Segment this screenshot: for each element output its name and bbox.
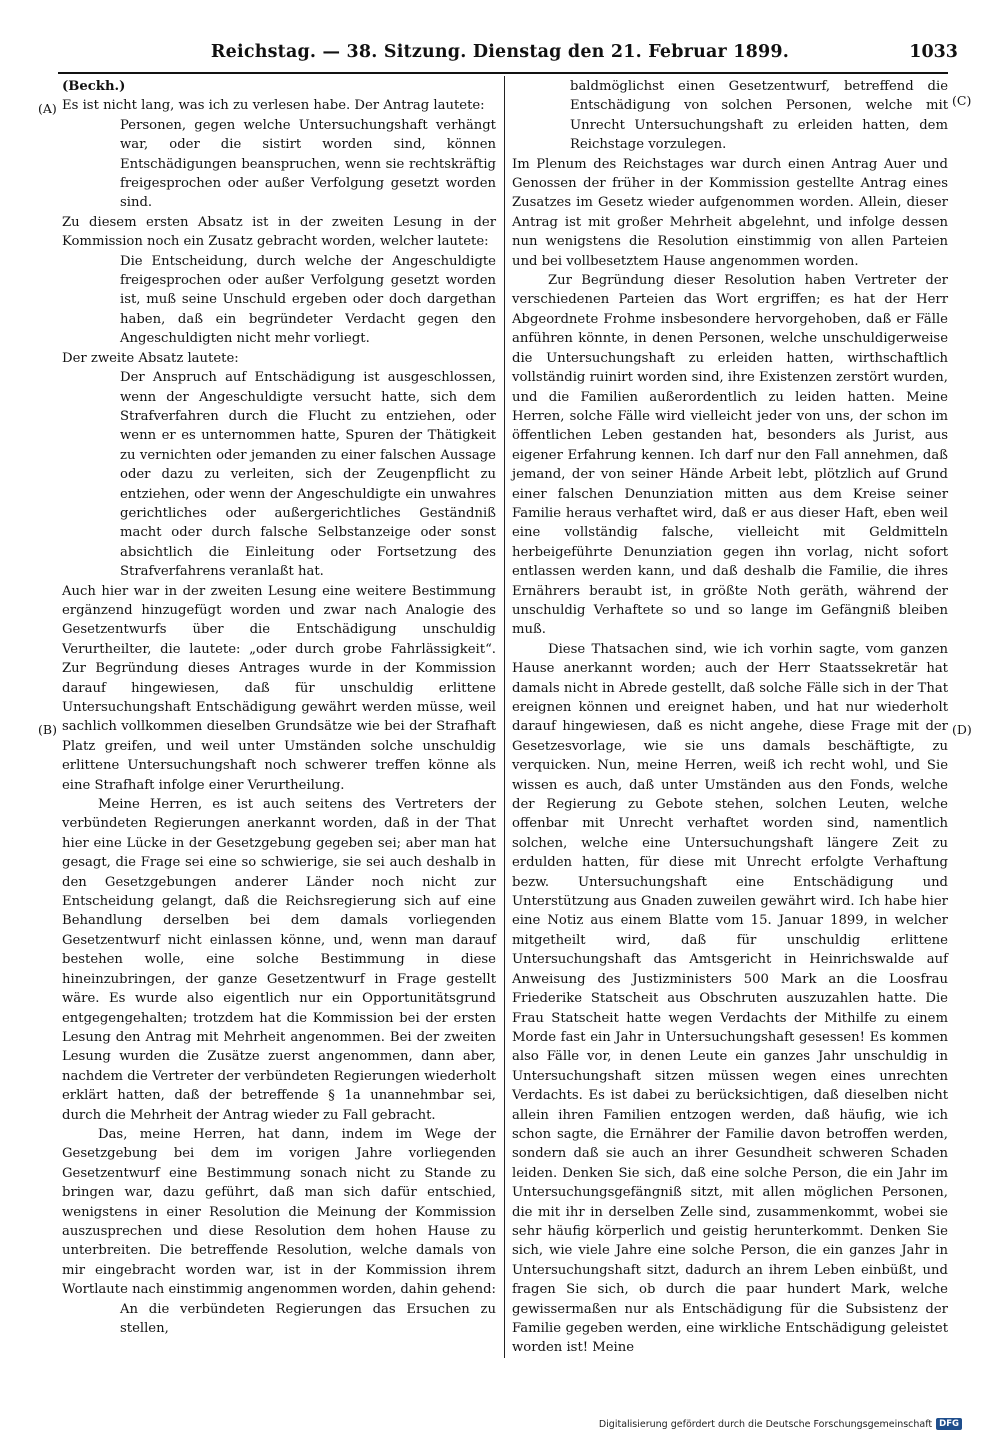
digitization-footer bbox=[599, 1418, 962, 1430]
running-title: Reichstag. — 38. Sitzung. Dienstag den 21. Februar 1899. bbox=[210, 42, 790, 62]
column-divider bbox=[504, 76, 505, 1358]
quoted-text: baldmöglichst einen Gesetzentwurf, betreffend die Entschädigung von solchen Personen, welche mit Unrecht Untersuchungshaft zu erleiden hatten, dem Reichstage vorzulegen. bbox=[570, 79, 948, 153]
page-header bbox=[0, 42, 1000, 72]
paragraph: Es ist nicht lang, was ich zu verlesen habe. Der Antrag lautete: bbox=[62, 98, 485, 114]
margin-marker-a: (A) bbox=[38, 101, 57, 116]
margin-marker-c: (C) bbox=[952, 93, 972, 108]
paragraph: Meine Herren, es ist auch seitens des Vertreters der verbündeten Regierungen anerkannt worden, daß in der That hier eine Lücke in der Gesetzgebung gegeben sei; aber man hat gesagt, die Frage sei eine so schwierige, sie sei auch deshalb in den Gesetzgebungen anderer Länder noch nicht zur Entscheidung gelangt, daß die Reichsregierung sich auf eine Behandlung derselben bei dem damals vorliegenden Gesetzentwurf nicht einlassen könne, und, wenn man darauf bestehen wolle, eine solche Bestimmung in diese hineinzubringen, der ganze Gesetzentwurf in Frage gestellt wäre. Es wurde also eigentlich nur ein Opportunitätsgrund entgegengehalten; trotzdem hat die Kommission bei der ersten Lesung den Antrag mit Mehrheit angenommen. Bei der zweiten Lesung wurden die Zusätze zuerst angenommen, dann aber, nachdem die Vertreter der verbündeten Regierungen wiederholt erklärt hatten, daß der betreffende § 1a unannehmbar sei, durch die Mehrheit der Antrag wieder zu Fall gebracht. bbox=[62, 797, 496, 1123]
paragraph: Diese Thatsachen sind, wie ich vorhin sagte, vom ganzen Hause anerkannt worden; auch der Herr Staatssekretär hat damals nicht in Abrede gestellt, daß solche Fälle sich in der That ereignen können und ereignet haben, und hat nur wiederholt darauf hingewiesen, daß es nicht angehe, diese Frage mit der Gesetzesvorlage, wie sie uns damals beschäftigte, zu verquicken. Nun, meine Herren, weiß ich recht wohl, und Sie wissen es auch, daß unter Umständen aus den Fonds, welche der Regierung zu Gebote stehen, solchen Leuten, welche offenbar mit Unrecht verhaftet worden sind, namentlich solchen, welche eine Untersuchungshaft längere Zeit zu erdulden hatten, für diese mit Unrecht erfolgte Verhaftung bezw. Untersuchungshaft eine Entschädigung und Unterstützung aus Gnaden zuweilen gewährt wird. Ich habe hier eine Notiz aus einem Blatte vom 15. Januar 1899, in welcher mitgetheilt wird, daß für unschuldig erlittene Untersuchungshaft das Amtsgericht in Heinrichswalde auf Anweisung des Justizministers 500 Mark an die Loosfrau Friederike Statscheit aus Obschruten auszuzahlen hatte. Die Frau Statscheit hatte wegen Verdachts der Mithilfe zu einem Morde fast ein Jahr in Untersuchungshaft gesessen! Es kommen also Fälle vor, in denen Leute ein ganzes Jahr unschuldig in Untersuchungshaft sitzen müssen wegen eines unrechten Verdachts. Es ist dabei zu berücksichtigen, daß dieselben nicht allein ihren Familien entzogen werden, daß häufig, wie ich schon sagte, die Ernährer der Familie davon betroffen werden, sondern daß sie auch an ihrer Gesundheit schweren Schaden leiden. Denken Sie sich, daß eine solche Person, die ein Jahr im Untersuchungsgefängniß sitzt, mit allen möglichen Personen, die mit ihr in derselben Zelle sind, zusammenkommt, wobei sie sehr häufig körperlich und geistig herunterkommt. Denken Sie sich, wie viele Jahre eine solche Person, die ein ganzes Jahr in Untersuchungshaft sitzt, dadurch an ihrem Leben einbüßt, und fragen Sie sich, ob durch die paar hundert Mark, welche gewissermaßen nur als Entschädigung für die Subsistenz der Familie gegeben werden, eine wirkliche Entschädigung geleistet worden ist! Meine bbox=[512, 641, 948, 1356]
right-column bbox=[512, 77, 948, 1358]
paragraph: Zur Begründung dieser Resolution haben Vertreter der verschiedenen Parteien das Wort ergriffen; es hat der Herr Abgeordnete Frohme insbesondere hervorgehoben, daß er Fälle anführen könnte, in denen Personen, welche unschuldigerweise die Untersuchungshaft zu erleiden hatten, wirthschaftlich vollständig ruinirt worden sind, ihre Existenzen zerstört wurden, und die Familien außerordentlich zu leiden hatten. Meine Herren, solche Fälle wird vielleicht jeder von uns, der schon im öffentlichen Leben gestanden hat, besonders als Jurist, aus eigener Erfahrung kennen. Ich darf nur den Fall annehmen, daß jemand, der von seiner Hände Arbeit lebt, plötzlich auf Grund einer falschen Denunziation mitten aus dem Kreise seiner Familie heraus verhaftet wird, daß er aus dieser Haft, eben weil eine vollständig falsche, vielleicht mit Geldmitteln herbeigeführte Denunziation gegen ihn vorlag, nicht sofort entlassen werden kann, und daß deshalb die Familie, die ihres Ernährers beraubt ist, in größte Noth geräth, während der unschuldig Verhaftete so und so lange im Gefängniß bleiben muß. bbox=[512, 273, 948, 638]
quoted-text: An die verbündeten Regierungen das Ersuchen zu stellen, bbox=[120, 1301, 496, 1336]
margin-marker-d: (D) bbox=[952, 722, 972, 737]
paragraph: Das, meine Herren, hat dann, indem im Wege der Gesetzgebung bei dem im vorigen Jahre vorliegenden Gesetzentwurf eine Bestimmung sonach nicht zu Stande zu bringen war, dazu geführt, daß man sich dafür entschied, wenigstens in einer Resolution die Meinung der Kommission auszusprechen und diese Resolution dem hohen Hause zu unterbreiten. Die betreffende Resolution, welche damals von mir eingebracht worden war, ist in der Kommission ihrem Wortlaute nach einstimmig angenommen worden, dahin gehend: bbox=[62, 1126, 496, 1298]
quoted-text: Personen, gegen welche Untersuchungshaft verhängt war, oder die sistirt worden sind, können Entschädigungen beanspruchen, wenn sie rechtskräftig freigesprochen oder außer Verfolgung gesetzt worden sind. bbox=[120, 117, 496, 211]
page-number: 1033 bbox=[909, 42, 958, 62]
dfg-logo: DFG bbox=[936, 1418, 962, 1430]
speaker-name: (Beckh.) bbox=[62, 79, 126, 94]
paragraph: Zu diesem ersten Absatz ist in der zweiten Lesung in der Kommission noch ein Zusatz gebracht worden, welcher lautete: bbox=[62, 214, 496, 250]
header-rule bbox=[58, 72, 948, 74]
quoted-text: Die Entscheidung, durch welche der Angeschuldigte freigesprochen oder außer Verfolgung gesetzt worden ist, muß seine Unschuld ergeben oder doch dargethan haben, daß ein begründeter Verdacht gegen den Angeschuldigten nicht mehr vorliegt. bbox=[120, 253, 496, 347]
paragraph: Der zweite Absatz lautete: bbox=[62, 350, 239, 366]
left-column bbox=[62, 77, 496, 1338]
quoted-text: Der Anspruch auf Entschädigung ist ausgeschlossen, wenn der Angeschuldigte versucht hatte, sich dem Strafverfahren durch die Flucht zu entziehen, oder wenn er es unternommen hatte, Spuren der Thätigkeit zu vernichten oder jemanden zu einer falschen Aussage oder dazu zu verleiten, sich der Zeugenpflicht zu entziehen, oder wenn der Angeschuldigte ein unwahres gerichtliches oder außergerichtliches Geständniß macht oder durch falsche Selbstanzeige oder sonst absichtlich die Einleitung oder Fortsetzung des Strafverfahrens veranlaßt hat. bbox=[120, 370, 496, 580]
paragraph: Auch hier war in der zweiten Lesung eine weitere Bestimmung ergänzend hinzugefügt worden und zwar nach Analogie des Gesetzentwurfs über die Entschädigung unschuldig Verurtheilter, die lautete: „oder durch grobe Fahrlässigkeit“. Zur Begründung dieses Antrages wurde in der Kommission darauf hingewiesen, daß für unschuldig erlittene Untersuchungshaft Entschädigung gewährt werden müsse, weil sachlich vollkommen dieselben Grundsätze wie bei der Strafhaft Platz greifen, und weil unter Umständen solche unschuldig erlittene Untersuchungshaft noch schwerer treffen könne als eine Strafhaft infolge einer Verurtheilung. bbox=[62, 583, 496, 793]
footer-text: Digitalisierung gefördert durch die Deutsche Forschungsgemeinschaft bbox=[598, 1418, 933, 1430]
margin-marker-b: (B) bbox=[38, 722, 57, 737]
paragraph: Im Plenum des Reichstages war durch einen Antrag Auer und Genossen der früher in der Kommission gestellte Antrag eines Zusatzes im Gesetz wieder aufgenommen worden. Allein, dieser Antrag ist mit großer Mehrheit abgelehnt, und infolge dessen nun wenigstens die Resolution einstimmig von allen Parteien und bei vollbesetztem Hause angenommen worden. bbox=[512, 156, 948, 269]
